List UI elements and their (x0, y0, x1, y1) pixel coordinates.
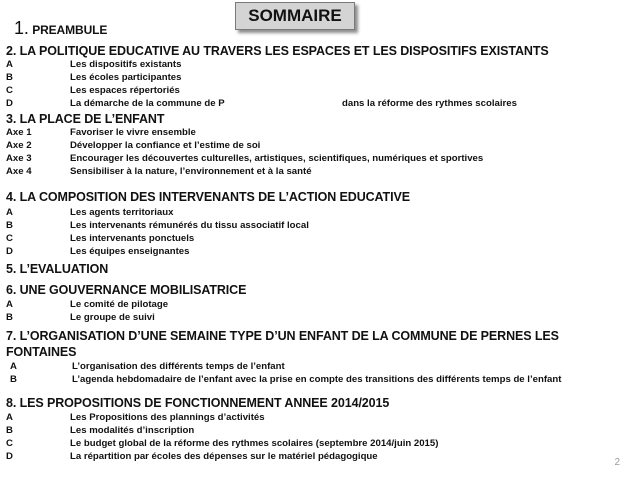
item-text: L’agenda hebdomadaire de l’enfant avec la prise en compte des transitions des différents temps de l’enfant (72, 374, 562, 385)
item-label: C (6, 85, 13, 96)
item-text: Les équipes enseignantes (70, 246, 190, 257)
item-label: B (6, 312, 13, 323)
item-text-continued: dans la réforme des rythmes scolaires (342, 98, 517, 109)
item-label: A (6, 299, 13, 310)
item-label: D (6, 246, 13, 257)
item-label: A (6, 207, 13, 218)
section-1-number: 1. (14, 18, 29, 38)
item-label: C (6, 438, 13, 449)
item-text: Le groupe de suivi (70, 312, 155, 323)
item-text: Développer la confiance et l’estime de soi (70, 140, 261, 151)
item-text: Les dispositifs existants (70, 59, 182, 70)
section-1-title: PREAMBULE (32, 23, 108, 37)
item-label: A (10, 361, 17, 372)
item-text: L’organisation des différents temps de l’enfant (72, 361, 285, 372)
page-number: 2 (614, 457, 620, 468)
item-label: Axe 1 (6, 127, 32, 138)
item-text: Sensibiliser à la nature, l’environnement et à la santé (70, 166, 312, 177)
item-text: Les intervenants rémunérés du tissu associatif local (70, 220, 309, 231)
item-text: Les agents territoriaux (70, 207, 174, 218)
item-label: A (6, 59, 13, 70)
item-label: Axe 4 (6, 166, 32, 177)
item-text: Favoriser le vivre ensemble (70, 127, 196, 138)
item-text: Encourager les découvertes culturelles, artistiques, scientifiques, numériques et sportives (70, 153, 484, 164)
item-label: D (6, 451, 13, 462)
item-text: Le comité de pilotage (70, 299, 169, 310)
item-text: Les Propositions des plannings d’activités (70, 412, 265, 423)
item-text: La répartition par écoles des dépenses sur le matériel pédagogique (70, 451, 378, 462)
item-label: B (6, 220, 13, 231)
section-6-heading: 6. UNE GOUVERNANCE MOBILISATRICE (6, 283, 247, 297)
section-8-heading: 8. LES PROPOSITIONS DE FONCTIONNEMENT ANNEE 2014/2015 (6, 396, 390, 410)
item-text: Les espaces répertoriés (70, 85, 180, 96)
item-label: Axe 3 (6, 153, 32, 164)
item-label: B (10, 374, 17, 385)
item-label: B (6, 425, 13, 436)
section-1-heading (14, 18, 107, 39)
item-label: B (6, 72, 13, 83)
item-label: A (6, 412, 13, 423)
section-3-heading: 3. LA PLACE DE L’ENFANT (6, 112, 165, 126)
item-text: La démarche de la commune de P (70, 98, 225, 109)
section-7-heading: 7. L’ORGANISATION D’UNE SEMAINE TYPE D’UN ENFANT DE LA COMMUNE DE PERNES LES FONTAINES (6, 329, 559, 359)
item-text: Les modalités d’inscription (70, 425, 195, 436)
section-5-heading: 5. L’EVALUATION (6, 262, 109, 276)
section-2-heading: 2. LA POLITIQUE EDUCATIVE AU TRAVERS LES ESPACES ET LES DISPOSITIFS EXISTANTS (6, 44, 549, 58)
item-label: C (6, 233, 13, 244)
item-label: D (6, 98, 13, 109)
item-text: Les écoles participantes (70, 72, 182, 83)
item-text: Les intervenants ponctuels (70, 233, 195, 244)
section-4-heading: 4. LA COMPOSITION DES INTERVENANTS DE L’ACTION EDUCATIVE (6, 190, 410, 204)
item-label: Axe 2 (6, 140, 32, 151)
page-title: SOMMAIRE (235, 2, 355, 30)
item-text: Le budget global de la réforme des rythmes scolaires (septembre 2014/juin 2015) (70, 438, 439, 449)
